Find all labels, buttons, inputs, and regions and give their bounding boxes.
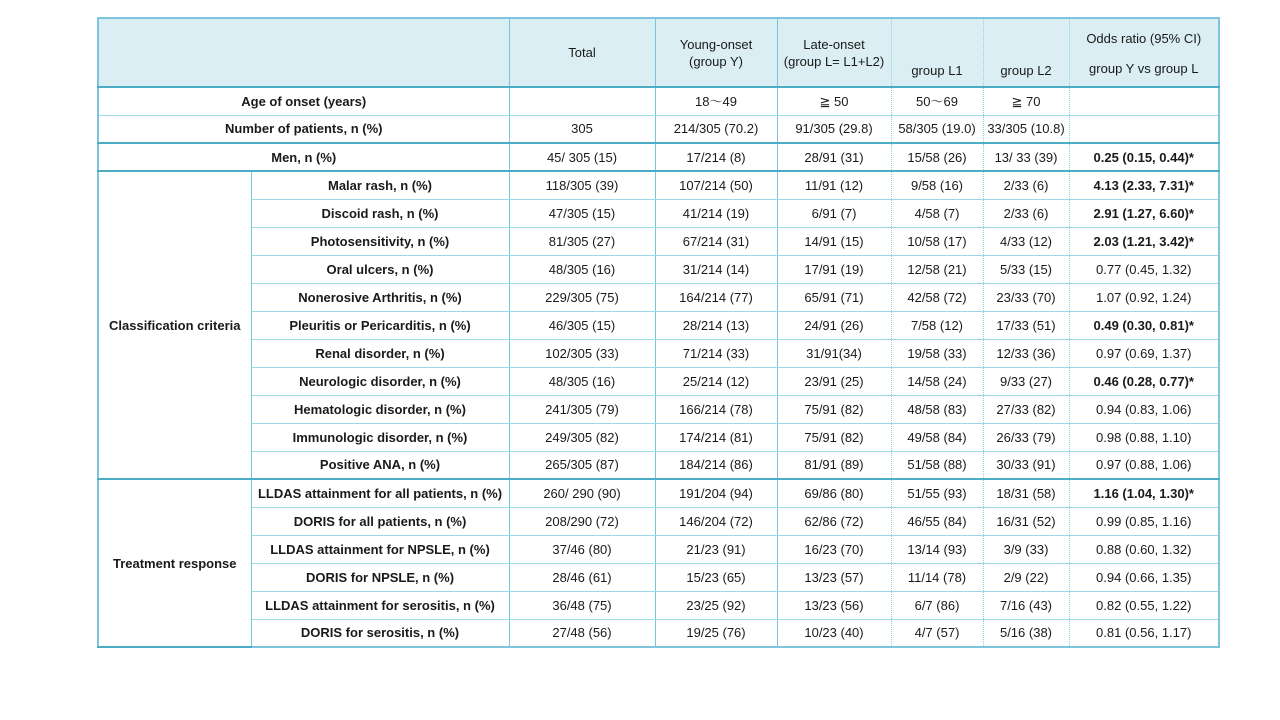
cell-late-onset: 75/91 (82): [777, 395, 891, 423]
cell-group-l1: 42/58 (72): [891, 283, 983, 311]
cell-group-l1: 48/58 (83): [891, 395, 983, 423]
cell-odds-ratio: [1069, 87, 1219, 115]
table-row: [98, 283, 1219, 311]
cell-young-onset: 71/214 (33): [655, 339, 777, 367]
cell-young-onset: 67/214 (31): [655, 227, 777, 255]
cell-group-l2: 12/33 (36): [983, 339, 1069, 367]
cell-total: 28/46 (61): [509, 563, 655, 591]
cell-young-onset: 146/204 (72): [655, 507, 777, 535]
cell-odds-ratio: 0.97 (0.88, 1.06): [1069, 451, 1219, 479]
cell-total: 37/46 (80): [509, 535, 655, 563]
cell-group-l1: 12/58 (21): [891, 255, 983, 283]
cell-group-l1: 50～69: [891, 87, 983, 115]
cell-total: 36/48 (75): [509, 591, 655, 619]
row-label: Photosensitivity, n (%): [251, 227, 509, 255]
row-label: Pleuritis or Pericarditis, n (%): [251, 311, 509, 339]
cell-total: 305: [509, 115, 655, 143]
cell-late-onset: 14/91 (15): [777, 227, 891, 255]
cell-young-onset: 164/214 (77): [655, 283, 777, 311]
table-row: [98, 339, 1219, 367]
cell-odds-ratio: 0.49 (0.30, 0.81)*: [1069, 311, 1219, 339]
cell-late-onset: 31/91(34): [777, 339, 891, 367]
table-row: [98, 171, 1219, 199]
table-header: [98, 18, 1219, 87]
row-label: Renal disorder, n (%): [251, 339, 509, 367]
cell-odds-ratio: 0.97 (0.69, 1.37): [1069, 339, 1219, 367]
row-label: DORIS for serositis, n (%): [251, 619, 509, 647]
cell-group-l2: 4/33 (12): [983, 227, 1069, 255]
cell-late-onset: 6/91 (7): [777, 199, 891, 227]
cell-odds-ratio: 0.99 (0.85, 1.16): [1069, 507, 1219, 535]
cell-group-l2: 16/31 (52): [983, 507, 1069, 535]
cell-late-onset: 17/91 (19): [777, 255, 891, 283]
cell-group-l1: 6/7 (86): [891, 591, 983, 619]
row-label: Men, n (%): [98, 143, 509, 171]
cell-odds-ratio: 0.94 (0.83, 1.06): [1069, 395, 1219, 423]
cell-late-onset: ≧ 50: [777, 87, 891, 115]
header-group-l2: group L2: [983, 18, 1069, 87]
cell-total: 48/305 (16): [509, 367, 655, 395]
cell-total: 229/305 (75): [509, 283, 655, 311]
header-group-l1: group L1: [891, 18, 983, 87]
cell-group-l2: 13/ 33 (39): [983, 143, 1069, 171]
cell-odds-ratio: 1.07 (0.92, 1.24): [1069, 283, 1219, 311]
comparison-table: [97, 17, 1220, 648]
cell-late-onset: 10/23 (40): [777, 619, 891, 647]
cell-young-onset: 214/305 (70.2): [655, 115, 777, 143]
cell-group-l2: ≧ 70: [983, 87, 1069, 115]
row-label: DORIS for all patients, n (%): [251, 507, 509, 535]
cell-total: 118/305 (39): [509, 171, 655, 199]
cell-young-onset: 28/214 (13): [655, 311, 777, 339]
row-label: LLDAS attainment for all patients, n (%): [251, 479, 509, 507]
table-row: [98, 143, 1219, 171]
table-row: [98, 115, 1219, 143]
row-label: Malar rash, n (%): [251, 171, 509, 199]
table-container: [97, 17, 1220, 648]
cell-group-l1: 10/58 (17): [891, 227, 983, 255]
table-row: [98, 87, 1219, 115]
table-row: [98, 395, 1219, 423]
header-odds-ratio: [1069, 18, 1219, 87]
cell-group-l2: 27/33 (82): [983, 395, 1069, 423]
row-label: LLDAS attainment for NPSLE, n (%): [251, 535, 509, 563]
cell-group-l1: 13/14 (93): [891, 535, 983, 563]
table-row: [98, 507, 1219, 535]
cell-odds-ratio: 0.94 (0.66, 1.35): [1069, 563, 1219, 591]
table-body: [98, 87, 1219, 647]
cell-odds-ratio: 4.13 (2.33, 7.31)*: [1069, 171, 1219, 199]
cell-odds-ratio: 0.98 (0.88, 1.10): [1069, 423, 1219, 451]
cell-young-onset: 41/214 (19): [655, 199, 777, 227]
row-label: DORIS for NPSLE, n (%): [251, 563, 509, 591]
cell-late-onset: 16/23 (70): [777, 535, 891, 563]
cell-late-onset: 28/91 (31): [777, 143, 891, 171]
cell-odds-ratio: 0.25 (0.15, 0.44)*: [1069, 143, 1219, 171]
cell-young-onset: 107/214 (50): [655, 171, 777, 199]
row-label: Number of patients, n (%): [98, 115, 509, 143]
cell-group-l2: 5/16 (38): [983, 619, 1069, 647]
cell-group-l1: 51/55 (93): [891, 479, 983, 507]
cell-late-onset: 75/91 (82): [777, 423, 891, 451]
cell-young-onset: 166/214 (78): [655, 395, 777, 423]
cell-group-l1: 15/58 (26): [891, 143, 983, 171]
table-row: [98, 563, 1219, 591]
cell-group-l2: 3/9 (33): [983, 535, 1069, 563]
cell-group-l1: 7/58 (12): [891, 311, 983, 339]
cell-total: 46/305 (15): [509, 311, 655, 339]
cell-group-l1: 58/305 (19.0): [891, 115, 983, 143]
cell-odds-ratio: 0.77 (0.45, 1.32): [1069, 255, 1219, 283]
cell-young-onset: 31/214 (14): [655, 255, 777, 283]
table-row: [98, 451, 1219, 479]
cell-group-l1: 4/58 (7): [891, 199, 983, 227]
cell-group-l1: 11/14 (78): [891, 563, 983, 591]
table-row: [98, 591, 1219, 619]
cell-young-onset: 21/23 (91): [655, 535, 777, 563]
cell-group-l2: 5/33 (15): [983, 255, 1069, 283]
cell-group-l2: 2/33 (6): [983, 199, 1069, 227]
cell-total: 260/ 290 (90): [509, 479, 655, 507]
cell-young-onset: 15/23 (65): [655, 563, 777, 591]
cell-group-l2: 2/33 (6): [983, 171, 1069, 199]
cell-late-onset: 11/91 (12): [777, 171, 891, 199]
table-row: [98, 227, 1219, 255]
row-label: Positive ANA, n (%): [251, 451, 509, 479]
cell-group-l2: 7/16 (43): [983, 591, 1069, 619]
cell-total: 241/305 (79): [509, 395, 655, 423]
cell-odds-ratio: 2.91 (1.27, 6.60)*: [1069, 199, 1219, 227]
cell-late-onset: 69/86 (80): [777, 479, 891, 507]
cell-group-l1: 9/58 (16): [891, 171, 983, 199]
section-label: Classification criteria: [98, 171, 251, 479]
header-empty-cell: [98, 18, 509, 87]
table-row: [98, 311, 1219, 339]
cell-total: 249/305 (82): [509, 423, 655, 451]
cell-group-l2: 2/9 (22): [983, 563, 1069, 591]
table-row: [98, 199, 1219, 227]
cell-odds-ratio: 1.16 (1.04, 1.30)*: [1069, 479, 1219, 507]
cell-total: [509, 87, 655, 115]
row-label: Oral ulcers, n (%): [251, 255, 509, 283]
row-label: Immunologic disorder, n (%): [251, 423, 509, 451]
row-label: LLDAS attainment for serositis, n (%): [251, 591, 509, 619]
cell-total: 45/ 305 (15): [509, 143, 655, 171]
table-row: [98, 479, 1219, 507]
cell-odds-ratio: 2.03 (1.21, 3.42)*: [1069, 227, 1219, 255]
row-label: Neurologic disorder, n (%): [251, 367, 509, 395]
cell-odds-ratio: 0.88 (0.60, 1.32): [1069, 535, 1219, 563]
cell-group-l2: 18/31 (58): [983, 479, 1069, 507]
header-odds-ratio-line1: Odds ratio (95% CI): [1086, 31, 1202, 46]
cell-young-onset: 174/214 (81): [655, 423, 777, 451]
cell-group-l2: 33/305 (10.8): [983, 115, 1069, 143]
header-young-onset: [655, 18, 777, 87]
cell-total: 208/290 (72): [509, 507, 655, 535]
cell-late-onset: 23/91 (25): [777, 367, 891, 395]
header-total: Total: [509, 18, 655, 87]
cell-odds-ratio: [1069, 115, 1219, 143]
header-young-line1: Young-onset: [679, 36, 753, 52]
cell-group-l1: 46/55 (84): [891, 507, 983, 535]
cell-total: 48/305 (16): [509, 255, 655, 283]
cell-group-l1: 19/58 (33): [891, 339, 983, 367]
table-row: [98, 423, 1219, 451]
cell-odds-ratio: 0.46 (0.28, 0.77)*: [1069, 367, 1219, 395]
cell-young-onset: 17/214 (8): [655, 143, 777, 171]
cell-late-onset: 81/91 (89): [777, 451, 891, 479]
cell-group-l1: 49/58 (84): [891, 423, 983, 451]
table-row: [98, 255, 1219, 283]
cell-total: 47/305 (15): [509, 199, 655, 227]
cell-group-l2: 17/33 (51): [983, 311, 1069, 339]
header-young-line2: (group Y): [689, 53, 743, 69]
table-row: [98, 367, 1219, 395]
cell-total: 27/48 (56): [509, 619, 655, 647]
cell-group-l2: 30/33 (91): [983, 451, 1069, 479]
cell-late-onset: 62/86 (72): [777, 507, 891, 535]
header-late-onset: [777, 18, 891, 87]
cell-late-onset: 13/23 (56): [777, 591, 891, 619]
cell-group-l1: 51/58 (88): [891, 451, 983, 479]
header-late-line2: (group L= L1+L2): [783, 53, 885, 69]
cell-odds-ratio: 0.81 (0.56, 1.17): [1069, 619, 1219, 647]
cell-late-onset: 24/91 (26): [777, 311, 891, 339]
cell-group-l2: 26/33 (79): [983, 423, 1069, 451]
row-label: Discoid rash, n (%): [251, 199, 509, 227]
cell-young-onset: 184/214 (86): [655, 451, 777, 479]
row-label: Age of onset (years): [98, 87, 509, 115]
table-row: [98, 535, 1219, 563]
cell-young-onset: 23/25 (92): [655, 591, 777, 619]
cell-group-l1: 4/7 (57): [891, 619, 983, 647]
table-row: [98, 619, 1219, 647]
cell-young-onset: 191/204 (94): [655, 479, 777, 507]
cell-odds-ratio: 0.82 (0.55, 1.22): [1069, 591, 1219, 619]
cell-total: 81/305 (27): [509, 227, 655, 255]
row-label: Nonerosive Arthritis, n (%): [251, 283, 509, 311]
header-late-line1: Late-onset: [803, 36, 865, 52]
section-label: Treatment response: [98, 479, 251, 647]
cell-total: 265/305 (87): [509, 451, 655, 479]
cell-group-l2: 9/33 (27): [983, 367, 1069, 395]
cell-late-onset: 91/305 (29.8): [777, 115, 891, 143]
cell-late-onset: 65/91 (71): [777, 283, 891, 311]
cell-group-l1: 14/58 (24): [891, 367, 983, 395]
cell-late-onset: 13/23 (57): [777, 563, 891, 591]
cell-total: 102/305 (33): [509, 339, 655, 367]
row-label: Hematologic disorder, n (%): [251, 395, 509, 423]
header-odds-ratio-line2: group Y vs group L: [1089, 61, 1199, 76]
cell-group-l2: 23/33 (70): [983, 283, 1069, 311]
cell-young-onset: 19/25 (76): [655, 619, 777, 647]
cell-young-onset: 25/214 (12): [655, 367, 777, 395]
cell-young-onset: 18～49: [655, 87, 777, 115]
header-row: [98, 18, 1219, 87]
